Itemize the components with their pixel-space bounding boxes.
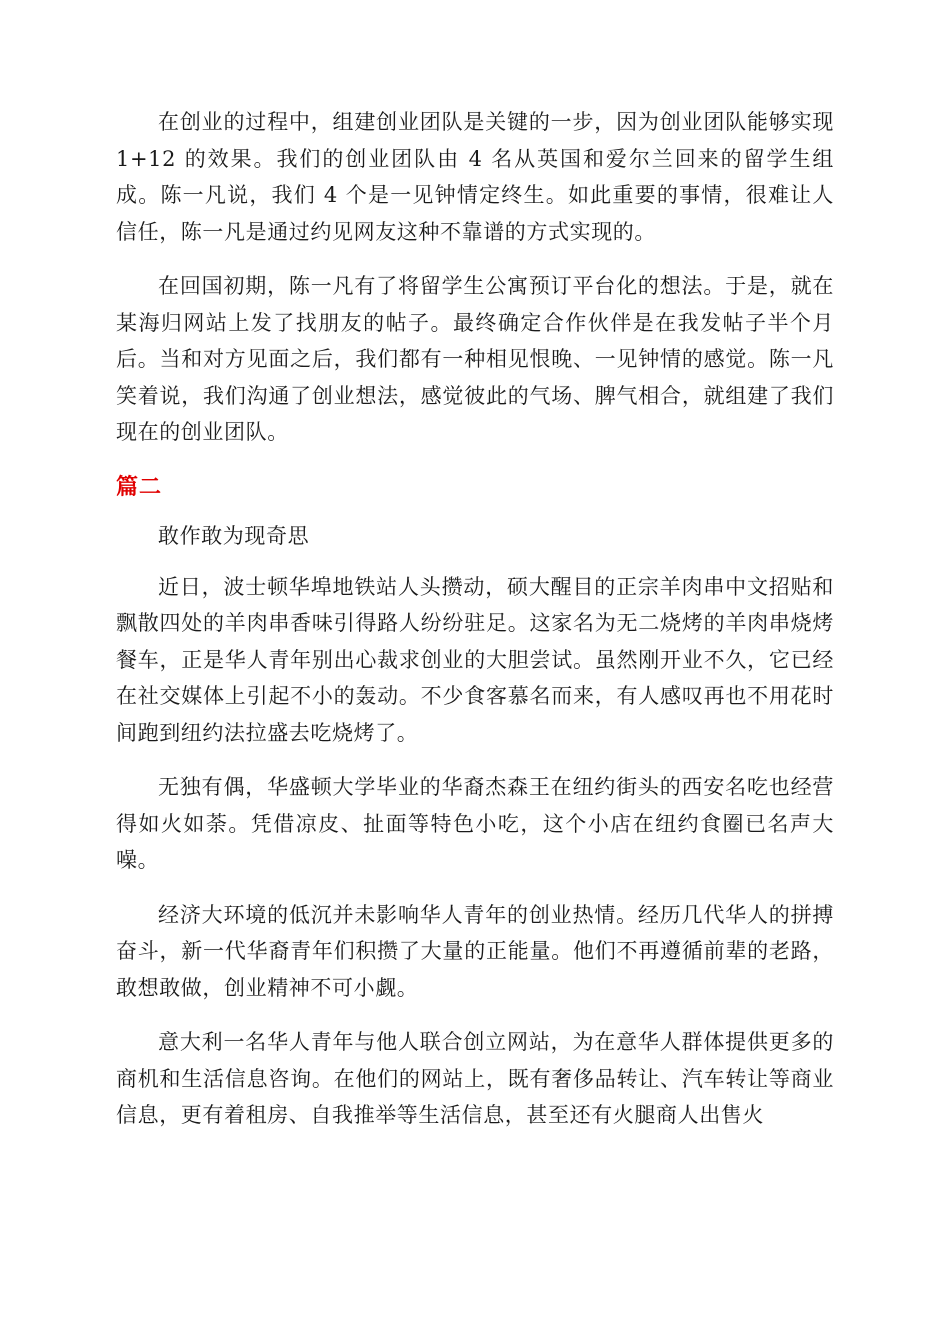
paragraph-team-formation: 在创业的过程中，组建创业团队是关键的一步，因为创业团队能够实现 1+12 的效果。我们的创业团队由 4 名从英国和爱尔兰回来的留学生组成。陈一凡说，我们 4 个是一见钟情定终生。如此重要的事情，很难让人信任，陈一凡是通过约见网友这种不靠谱的方式实现的。 — [116, 110, 834, 244]
paragraph-italy-website: 意大利一名华人青年与他人联合创立网站，为在意华人群体提供更多的商机和生活信息咨询。在他们的网站上，既有奢侈品转让、汽车转让等商业信息，更有着租房、自我推举等生活信息，甚至还有火腿商人出售火 — [116, 1030, 834, 1127]
section-heading: 篇二 — [116, 474, 163, 500]
paragraph-boston-bbq: 近日，波士顿华埠地铁站人头攒动，硕大醒目的正宗羊肉串中文招贴和飘散四处的羊肉串香味引得路人纷纷驻足。这家名为无二烧烤的羊肉串烧烤餐车，正是华人青年别出心裁求创业的大胆尝试。虽然刚开业不久，它已经在社交媒体上引起不小的轰动。不少食客慕名而来，有人感叹再也不用花时间跑到纽约法拉盛去吃烧烤了。 — [116, 574, 834, 745]
paragraph-xian-food: 无独有偶，华盛顿大学毕业的华裔杰森王在纽约街头的西安名吃也经营得如火如荼。凭借凉皮、扯面等特色小吃，这个小店在纽约食圈已名声大噪。 — [116, 775, 834, 872]
paragraph-early-return: 在回国初期，陈一凡有了将留学生公寓预订平台化的想法。于是，就在某海归网站上发了找朋友的帖子。最终确定合作伙伴是在我发帖子半个月后。当和对方见面之后，我们都有一种相见恨晚、一见钟情的感觉。陈一凡笑着说，我们沟通了创业想法，感觉彼此的气场、脾气相合，就组建了我们现在的创业团队。 — [116, 274, 834, 444]
document-page — [116, 104, 834, 1134]
paragraph-entrepreneur-spirit: 经济大环境的低沉并未影响华人青年的创业热情。经历几代华人的拼搏奋斗，新一代华裔青年们积攒了大量的正能量。他们不再遵循前辈的老路，敢想敢做，创业精神不可小觑。 — [116, 902, 834, 1000]
section-subtitle: 敢作敢为现奇思 — [158, 523, 310, 548]
